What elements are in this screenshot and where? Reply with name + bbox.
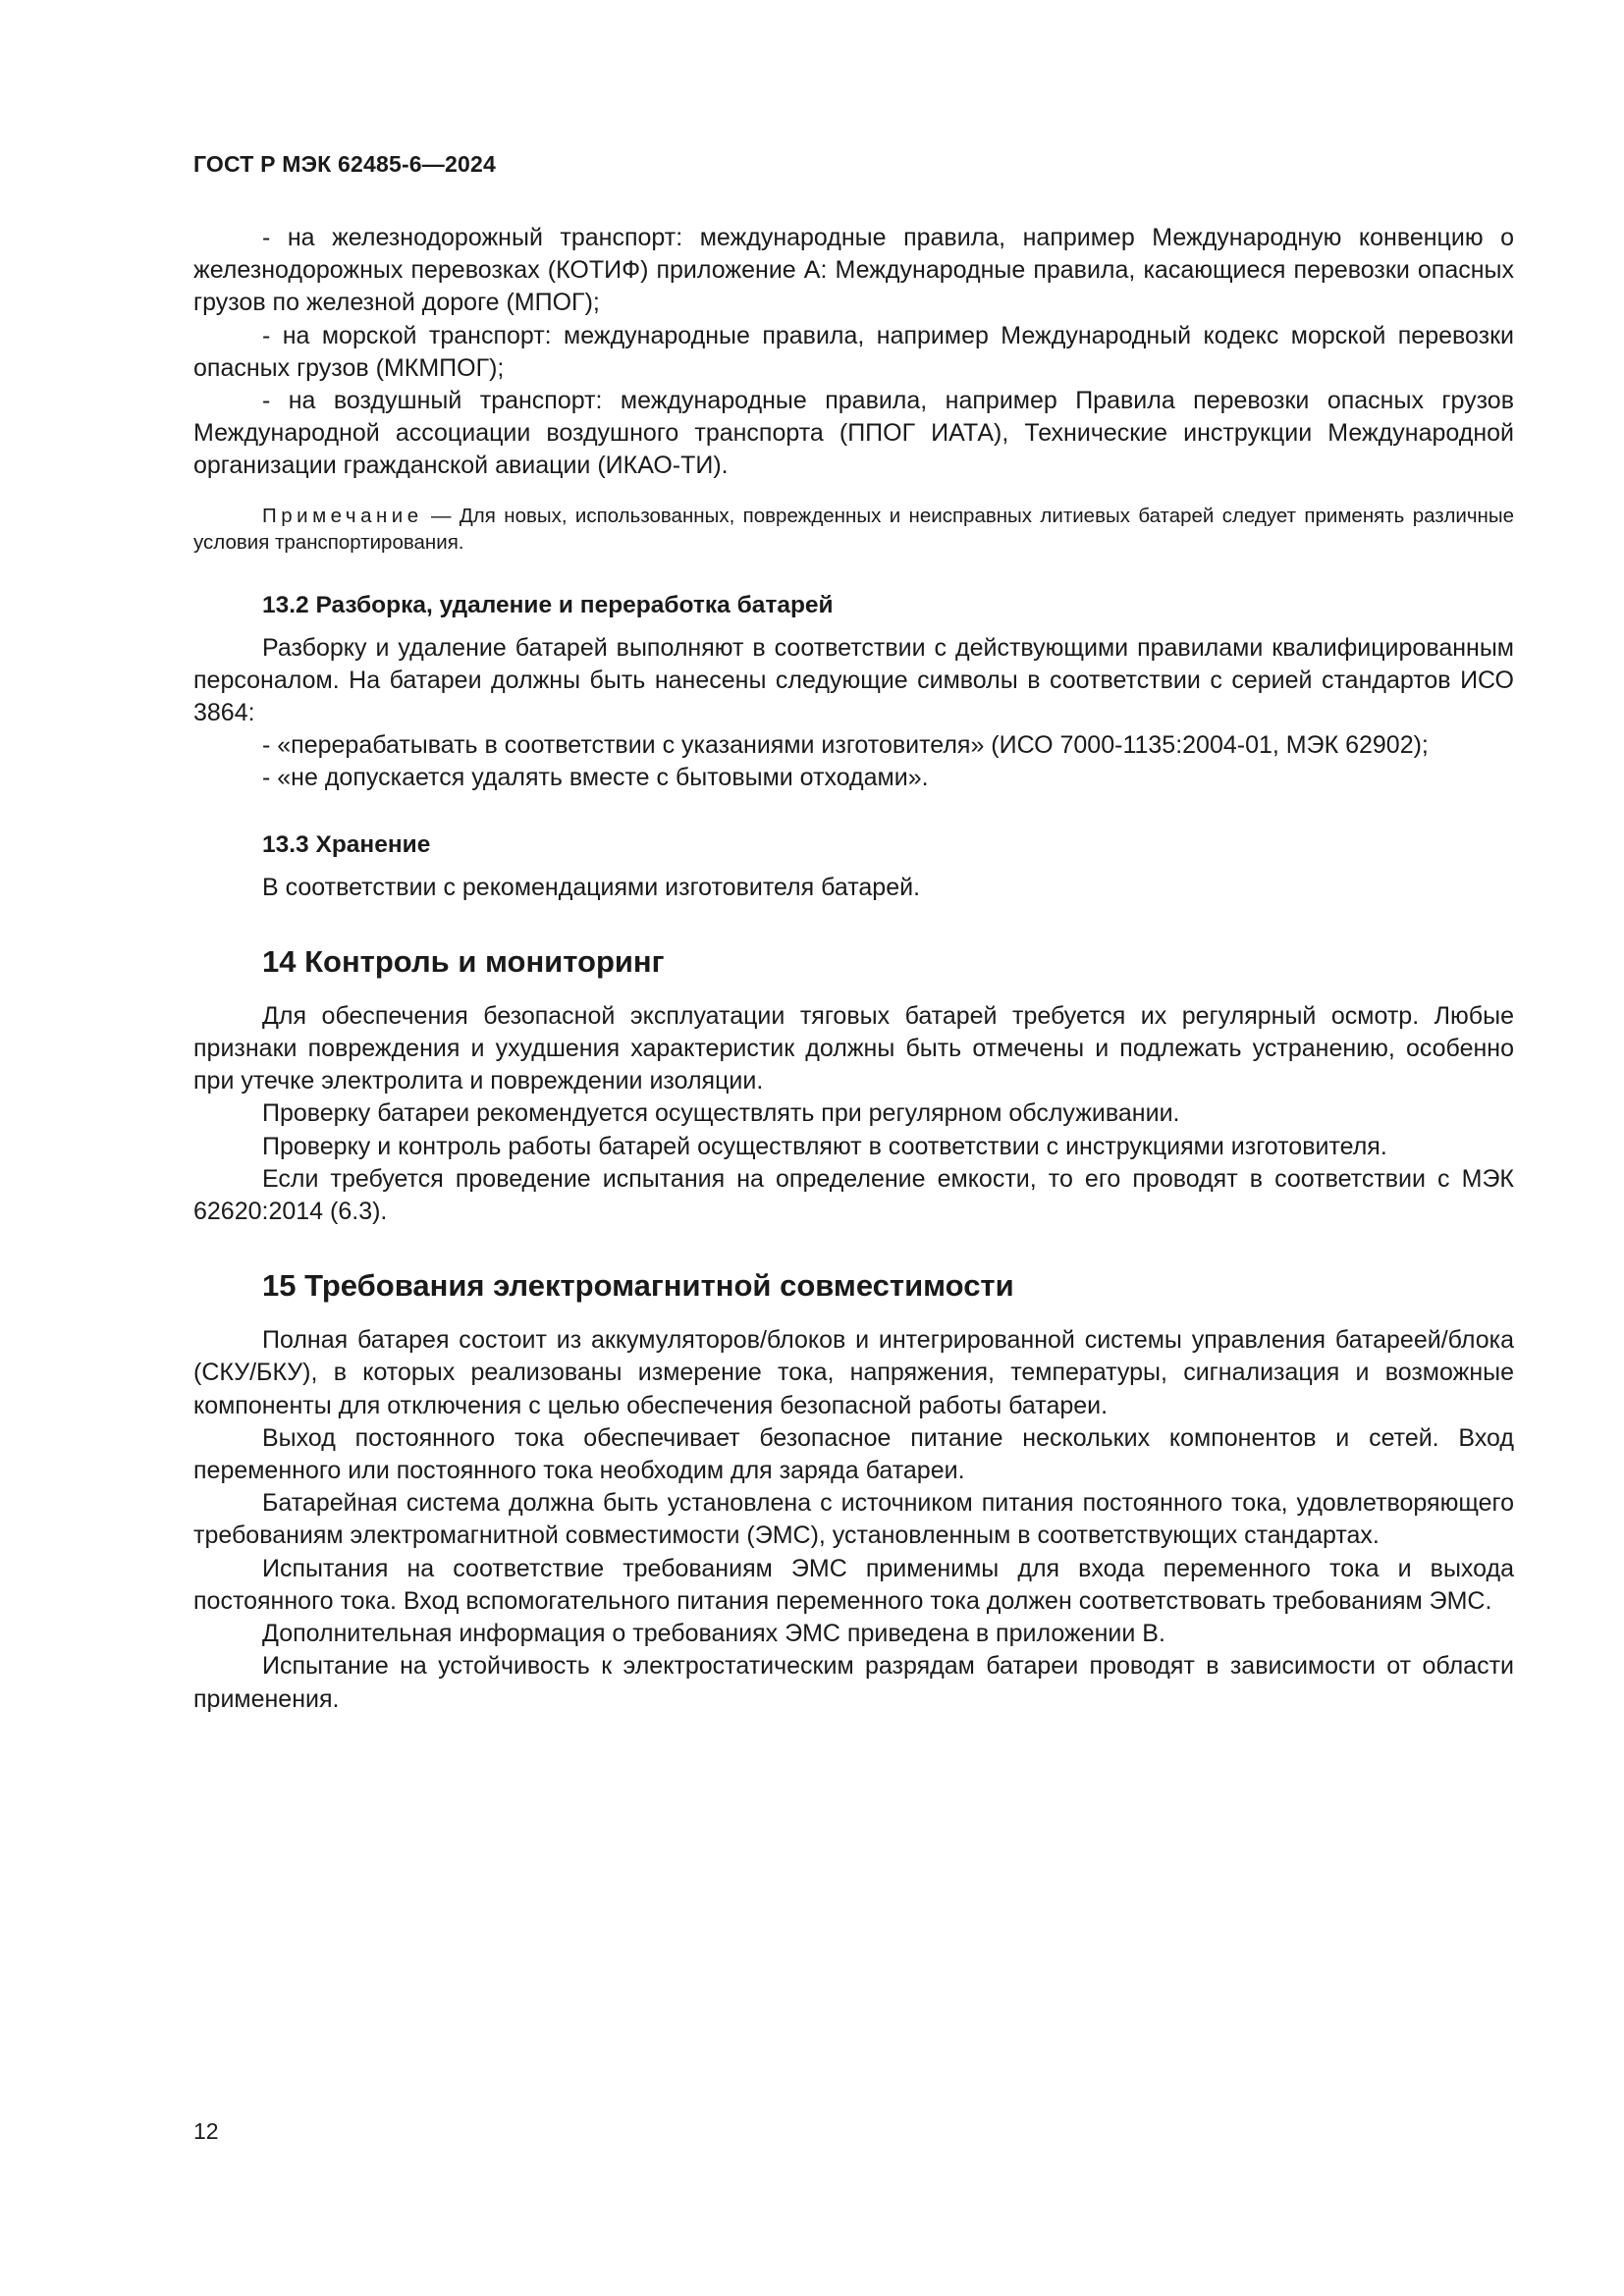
- section-15-paragraph: Батарейная система должна быть установлена с источником питания постоянного тока, удовлетворяющего требованиям электромагнитной совместимости (ЭМС), установленным в соответствующих стандартах.: [193, 1489, 1514, 1550]
- section-14-paragraph: Для обеспечения безопасной эксплуатации тяговых батарей требуется их регулярный осмотр. Любые признаки повреждения и ухудшения характеристик должны быть отмечены и подлежать устранению, особенно при утечке электролита и повреждении изоляции.: [193, 1001, 1514, 1095]
- section-13-2-paragraph: Разборку и удаление батарей выполняют в соответствии с действующими правилами квалифицированным персоналом. На батареи должны быть нанесены следующие символы в соответствии с серией стандартов ИСО 3864:: [193, 633, 1514, 727]
- note-text: Для новых, использованных, поврежденных и неисправных литиевых батарей следует применять различные условия транспортирования.: [193, 504, 1514, 554]
- document-body: [193, 222, 1514, 1716]
- section-14-paragraph: Проверку и контроль работы батарей осуществляют в соответствии с инструкциями изготовителя.: [262, 1132, 1387, 1160]
- transport-item-air: - на воздушный транспорт: международные правила, например Правила перевозки опасных грузов Международной ассоциации воздушного транспорта (ППОГ ИАТА), Технические инструкции Международной организации гражданской авиации (ИКАО-ТИ).: [193, 387, 1514, 480]
- section-13-2-list-item: - «не допускается удалять вместе с бытовыми отходами».: [262, 764, 929, 792]
- transport-item-sea: - на морской транспорт: международные правила, например Международный кодекс морской перевозки опасных грузов (МКМПОГ);: [193, 321, 1514, 382]
- section-15-paragraph: Дополнительная информация о требованиях ЭМС приведена в приложении В.: [262, 1620, 1165, 1648]
- note-label: Примечание: [262, 504, 423, 527]
- section-heading-13-2: 13.2 Разборка, удаление и переработка батарей: [262, 591, 834, 618]
- note: [193, 503, 1514, 556]
- transport-item-rail: - на железнодорожный транспорт: международные правила, например Международную конвенцию о железнодорожных перевозках (КОТИФ) приложение А: Международные правила, касающиеся перевозки опасных грузов по железной дороге (МПОГ);: [193, 224, 1514, 317]
- section-15-paragraph: Испытание на устойчивость к электростатическим разрядам батареи проводят в зависимости от области применения.: [193, 1652, 1514, 1713]
- section-14-paragraph: Проверку батареи рекомендуется осуществлять при регулярном обслуживании.: [262, 1099, 1180, 1128]
- section-heading-14: 14 Контроль и мониторинг: [262, 943, 665, 979]
- section-heading-15: 15 Требования электромагнитной совместимости: [262, 1268, 1014, 1304]
- section-13-2-list-item: - «перерабатывать в соответствии с указаниями изготовителя» (ИСО 7000-1135:2004-01, МЭК 62902);: [262, 731, 1429, 760]
- note-dash: —: [422, 504, 460, 527]
- section-15-paragraph: Испытания на соответствие требованиям ЭМС применимы для входа переменного тока и выхода постоянного тока. Вход вспомогательного питания переменного тока должен соответствовать требованиям ЭМС.: [193, 1554, 1514, 1615]
- section-15-paragraph: Полная батарея состоит из аккумуляторов/блоков и интегрированной системы управления батареей/блока (СКУ/БКУ), в которых реализованы измерение тока, напряжения, температуры, сигнализация и возможные компоненты для отключения с целью обеспечения безопасной работы батареи.: [193, 1326, 1514, 1419]
- section-15-paragraph: Выход постоянного тока обеспечивает безопасное питание нескольких компонентов и сетей. Вход переменного или постоянного тока необходим для заряда батареи.: [193, 1423, 1514, 1485]
- section-heading-13-3: 13.3 Хранение: [262, 830, 431, 858]
- running-head: ГОСТ Р МЭК 62485-6—2024: [193, 151, 496, 177]
- section-13-3-paragraph: В соответствии с рекомендациями изготовителя батарей.: [262, 873, 921, 901]
- page-number: 12: [193, 2118, 219, 2144]
- section-14-paragraph: Если требуется проведение испытания на определение емкости, то его проводят в соответствии с МЭК 62620:2014 (6.3).: [193, 1164, 1514, 1226]
